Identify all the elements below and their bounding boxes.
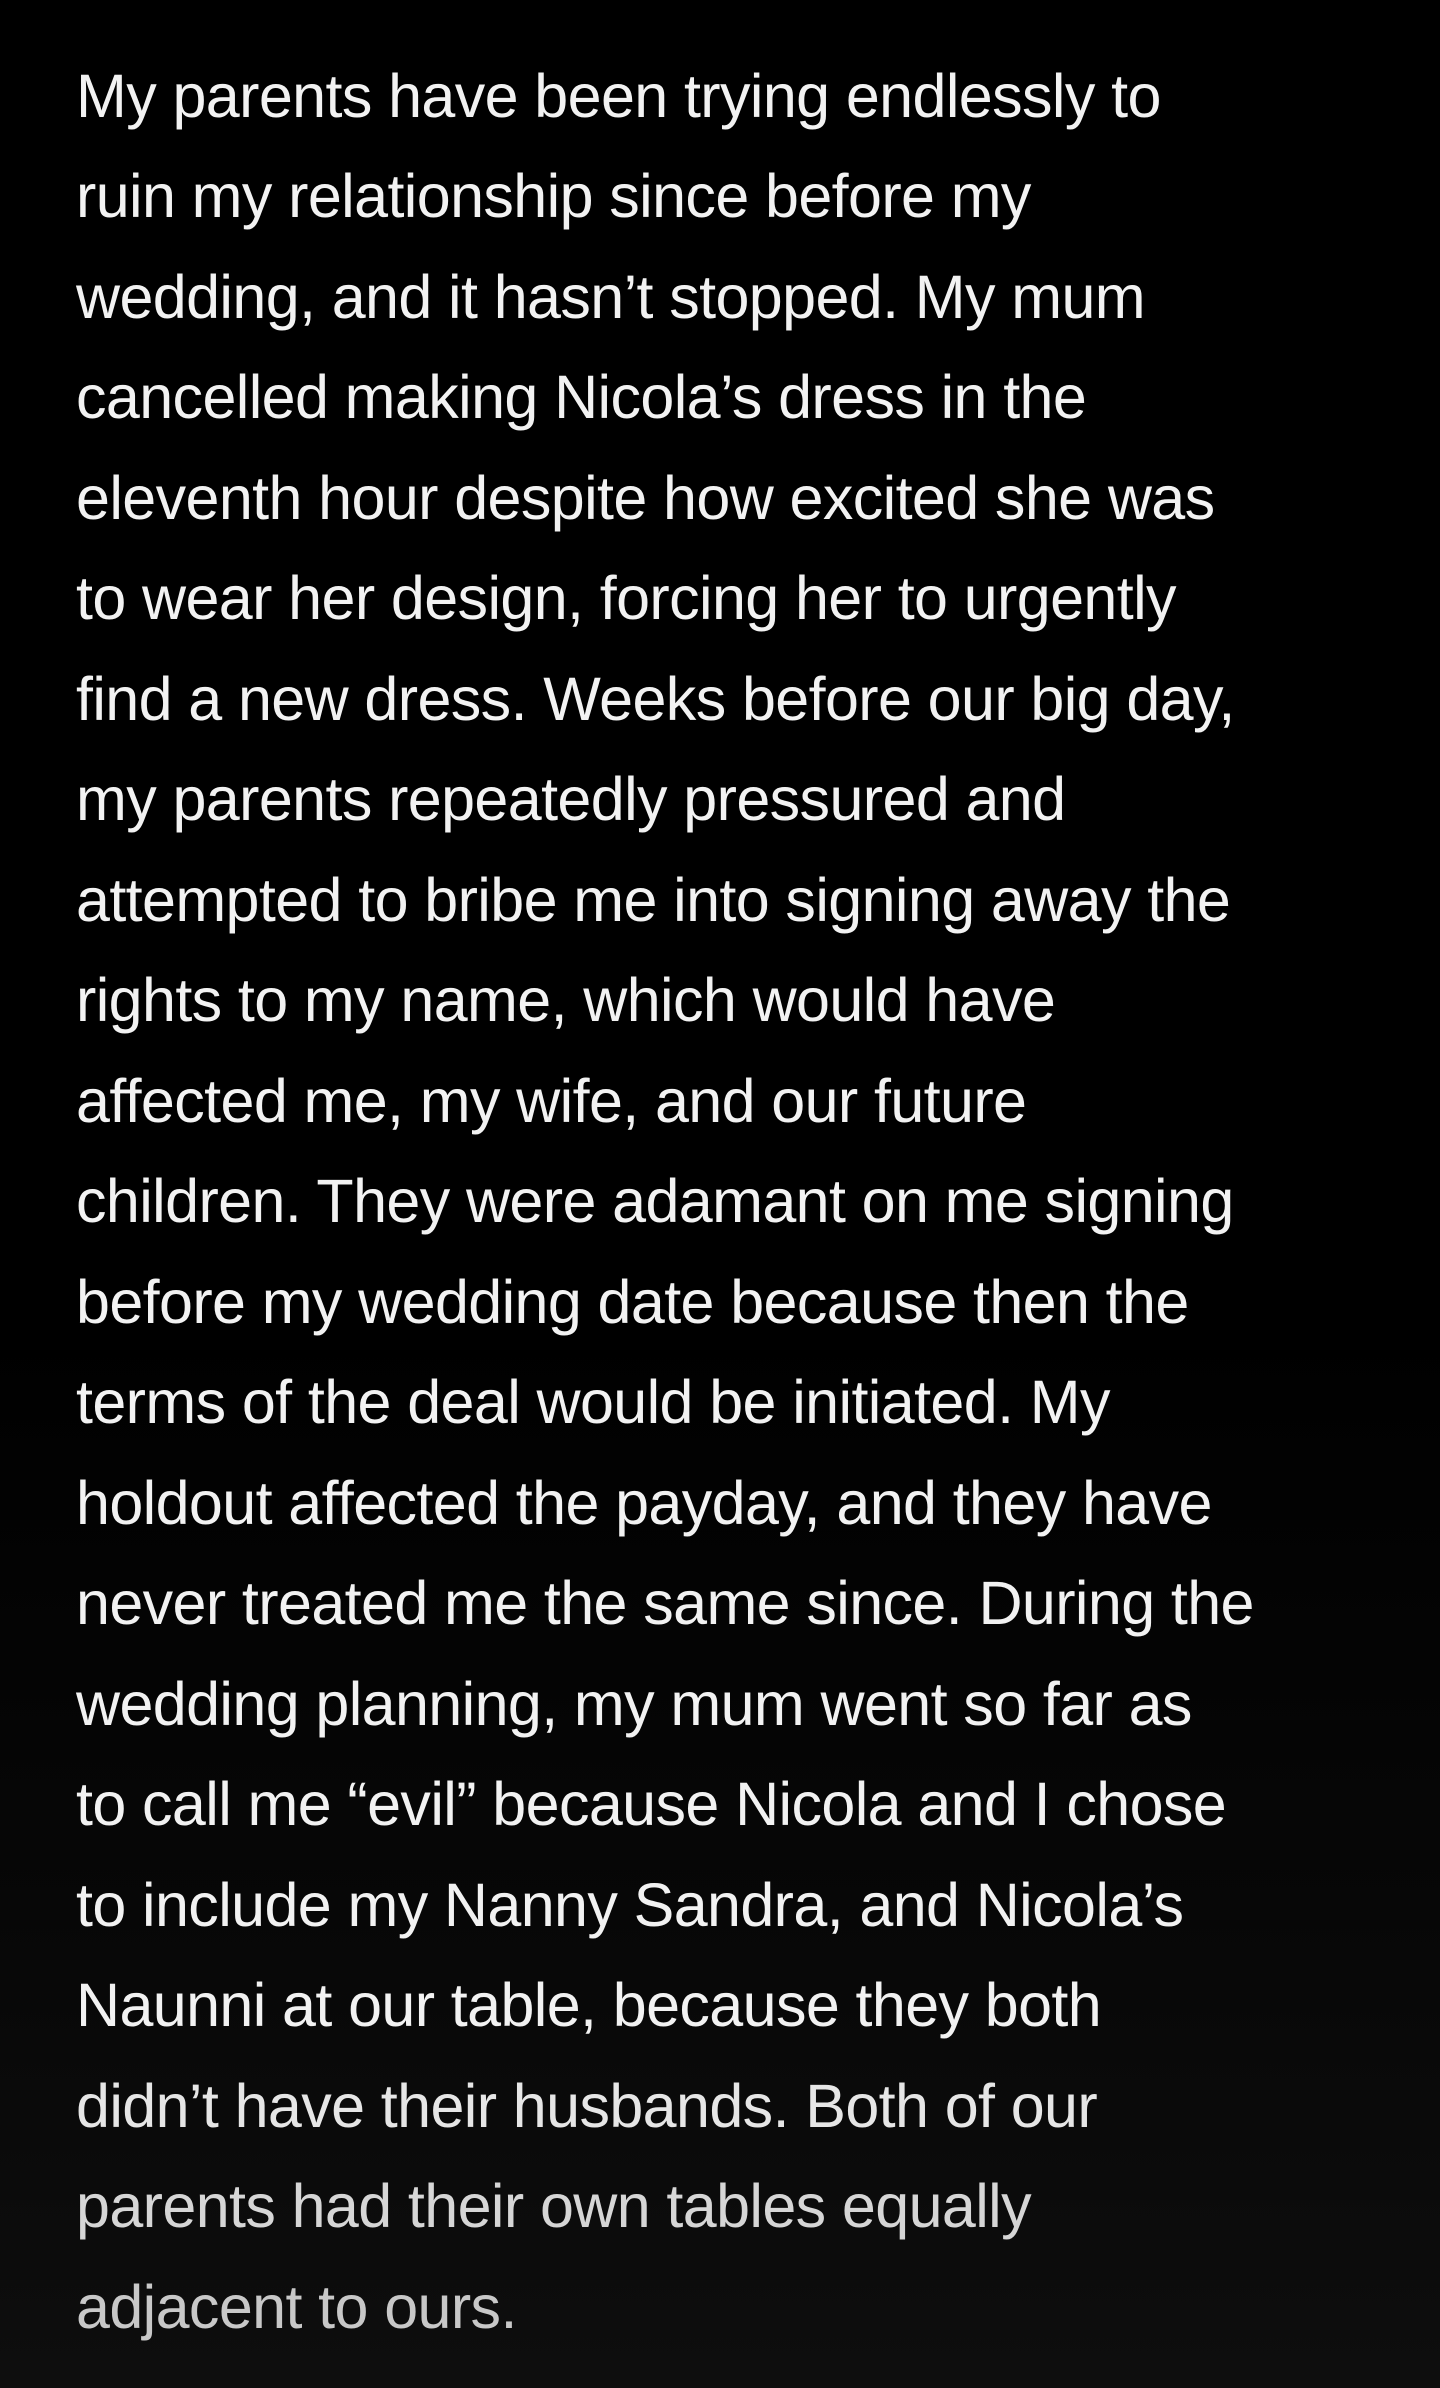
- text-line: rights to my name, which would have: [76, 966, 1056, 1034]
- text-line: to wear her design, forcing her to urgently: [76, 564, 1176, 632]
- text-line: my parents repeatedly pressured and: [76, 765, 1066, 833]
- text-line: ruin my relationship since before my: [76, 162, 1031, 230]
- text-line: adjacent to ours.: [76, 2273, 517, 2341]
- text-line: attempted to bribe me into signing away the: [76, 866, 1231, 934]
- text-line: never treated me the same since. During the: [76, 1569, 1254, 1637]
- text-line: didn’t have their husbands. Both of our: [76, 2072, 1098, 2140]
- text-line: wedding planning, my mum went so far as: [76, 1670, 1192, 1738]
- text-line: to call me “evil” because Nicola and I chose: [76, 1770, 1227, 1838]
- text-line: find a new dress. Weeks before our big day,: [76, 665, 1235, 733]
- text-line: holdout affected the payday, and they have: [76, 1469, 1212, 1537]
- text-line: cancelled making Nicola’s dress in the: [76, 363, 1087, 431]
- text-line: parents had their own tables equally: [76, 2172, 1032, 2240]
- text-line: eleventh hour despite how excited she was: [76, 464, 1215, 532]
- text-line: children. They were adamant on me signing: [76, 1167, 1234, 1235]
- text-line: to include my Nanny Sandra, and Nicola’s: [76, 1871, 1184, 1939]
- text-line: terms of the deal would be initiated. My: [76, 1368, 1110, 1436]
- text-line: affected me, my wife, and our future: [76, 1067, 1027, 1135]
- text-line: Naunni at our table, because they both: [76, 1971, 1102, 2039]
- text-line: My parents have been trying endlessly to: [76, 62, 1161, 130]
- text-line: before my wedding date because then the: [76, 1268, 1189, 1336]
- text-line: wedding, and it hasn’t stopped. My mum: [76, 263, 1146, 331]
